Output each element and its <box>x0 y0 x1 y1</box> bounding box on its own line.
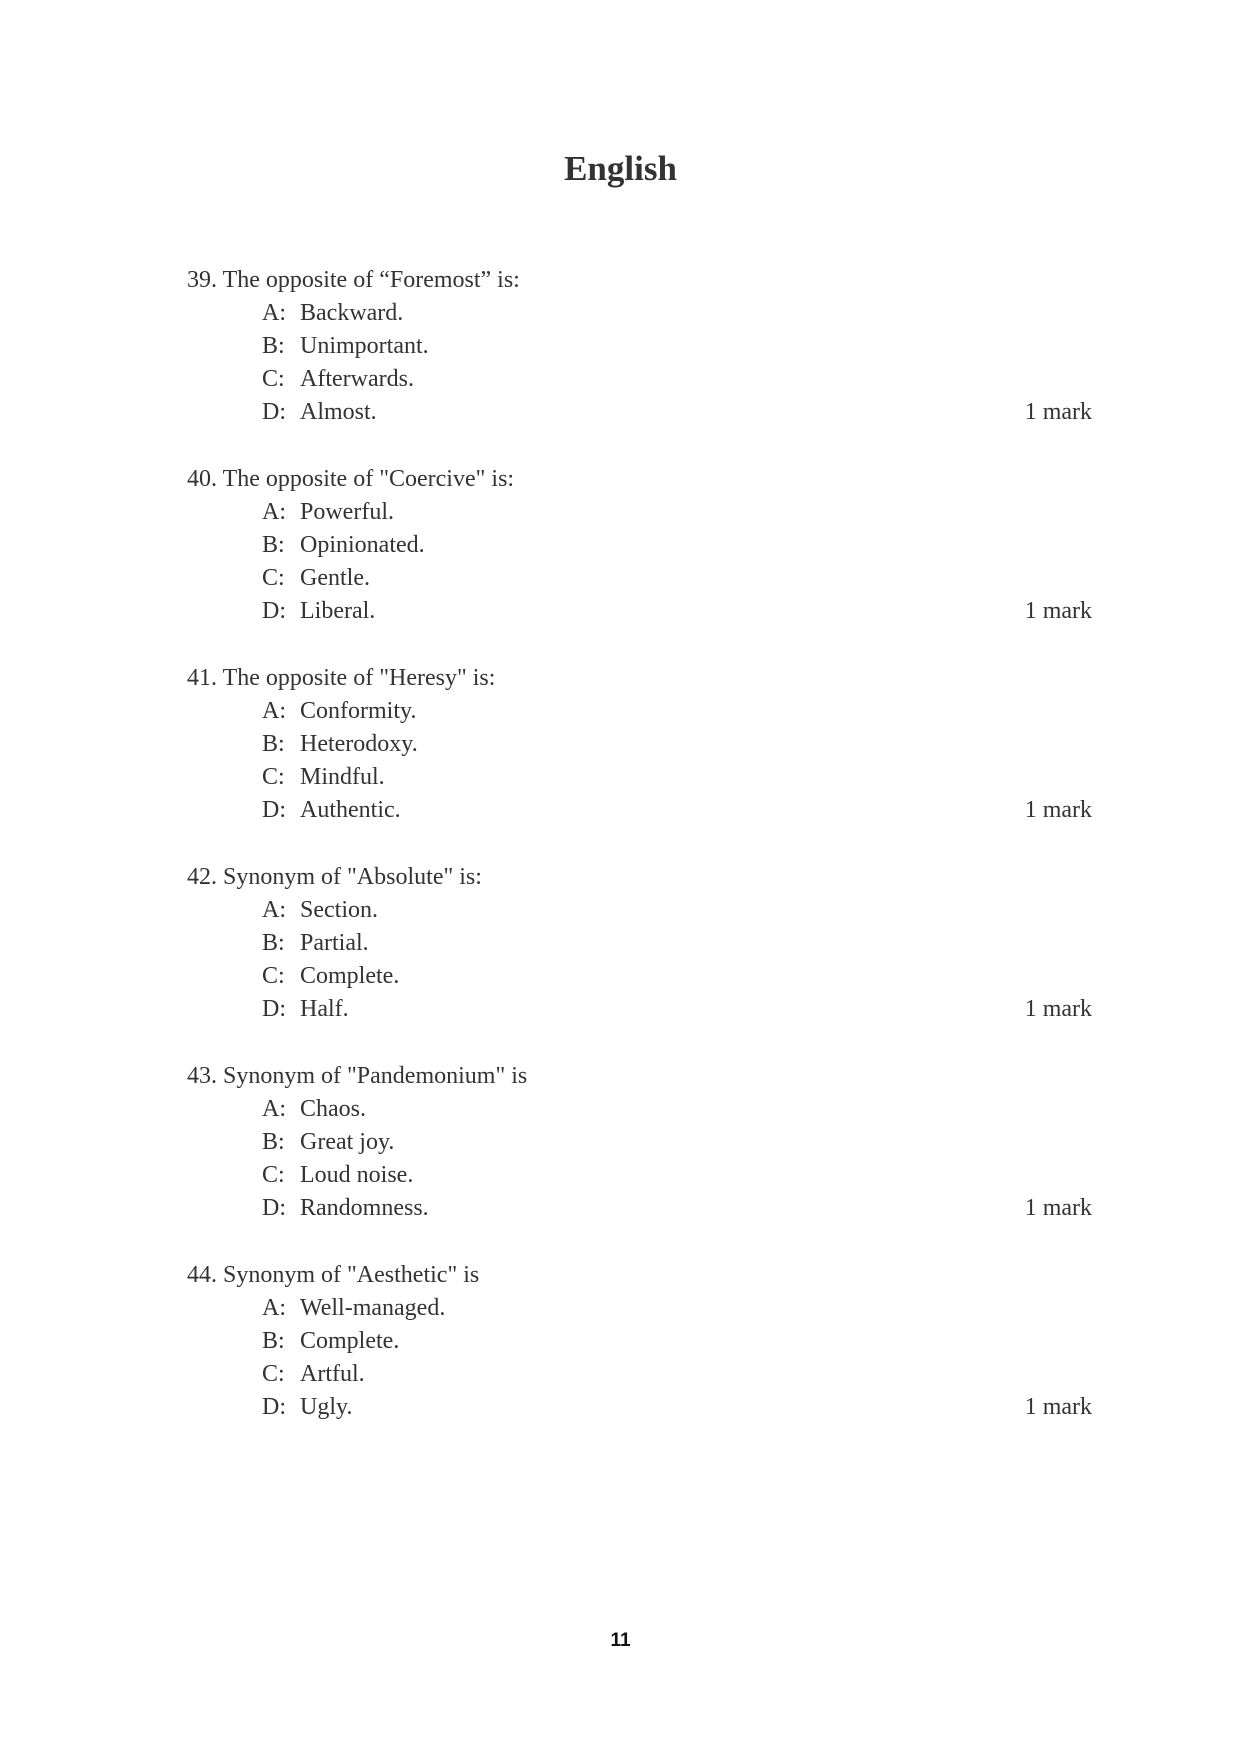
mark-label: 1 mark <box>1024 598 1092 624</box>
option-letter: A: <box>262 698 286 724</box>
question-43 <box>187 1060 1092 1225</box>
mark-label: 1 mark <box>1024 399 1092 425</box>
option-text: Well-managed. <box>300 1295 446 1321</box>
option-d <box>187 1192 1092 1225</box>
option-letter: D: <box>262 996 286 1022</box>
question-text: 41. The opposite of "Heresy" is: <box>187 665 496 691</box>
option-c <box>187 761 1092 794</box>
option-letter: B: <box>262 731 285 757</box>
question-41 <box>187 662 1092 827</box>
option-a <box>187 297 1092 330</box>
option-b <box>187 1126 1092 1159</box>
option-letter: C: <box>262 1361 285 1387</box>
option-text: Randomness. <box>300 1195 429 1221</box>
option-letter: B: <box>262 930 285 956</box>
option-letter: C: <box>262 764 285 790</box>
option-letter: B: <box>262 1328 285 1354</box>
option-text: Section. <box>300 897 378 923</box>
option-c <box>187 960 1092 993</box>
option-b <box>187 330 1092 363</box>
option-letter: D: <box>262 1394 286 1420</box>
option-text: Great joy. <box>300 1129 395 1155</box>
question-text: 39. The opposite of “Foremost” is: <box>187 267 520 293</box>
question-text: 43. Synonym of "Pandemonium" is <box>187 1063 528 1089</box>
question-39 <box>187 264 1092 429</box>
option-text: Afterwards. <box>300 366 414 392</box>
option-text: Opinionated. <box>300 532 425 558</box>
option-b <box>187 529 1092 562</box>
question-list <box>187 264 1092 1458</box>
option-b <box>187 728 1092 761</box>
option-text: Mindful. <box>300 764 385 790</box>
option-d <box>187 396 1092 429</box>
option-text: Loud noise. <box>300 1162 414 1188</box>
option-text: Artful. <box>300 1361 365 1387</box>
mark-label: 1 mark <box>1024 1394 1092 1420</box>
option-letter: D: <box>262 797 286 823</box>
option-letter: A: <box>262 499 286 525</box>
option-letter: A: <box>262 300 286 326</box>
option-d <box>187 1391 1092 1424</box>
option-letter: C: <box>262 565 285 591</box>
question-text: 40. The opposite of "Coercive" is: <box>187 466 515 492</box>
question-44 <box>187 1259 1092 1424</box>
option-text: Liberal. <box>300 598 376 624</box>
option-letter: C: <box>262 366 285 392</box>
option-text: Ugly. <box>300 1394 353 1420</box>
option-letter: A: <box>262 1096 286 1122</box>
option-c <box>187 1159 1092 1192</box>
mark-label: 1 mark <box>1024 797 1092 823</box>
option-a <box>187 695 1092 728</box>
page-title: English <box>564 149 677 188</box>
option-a <box>187 496 1092 529</box>
mark-label: 1 mark <box>1024 1195 1092 1221</box>
option-text: Authentic. <box>300 797 401 823</box>
option-text: Backward. <box>300 300 404 326</box>
option-letter: C: <box>262 1162 285 1188</box>
option-a <box>187 1292 1092 1325</box>
option-text: Chaos. <box>300 1096 366 1122</box>
option-a <box>187 894 1092 927</box>
question-42 <box>187 861 1092 1026</box>
option-letter: A: <box>262 897 286 923</box>
option-c <box>187 1358 1092 1391</box>
page-number: 11 <box>610 1630 631 1651</box>
option-a <box>187 1093 1092 1126</box>
option-text: Gentle. <box>300 565 370 591</box>
option-text: Heterodoxy. <box>300 731 418 757</box>
question-text: 42. Synonym of "Absolute" is: <box>187 864 482 890</box>
option-b <box>187 1325 1092 1358</box>
option-d <box>187 595 1092 628</box>
option-text: Powerful. <box>300 499 394 525</box>
option-text: Almost. <box>300 399 377 425</box>
option-text: Complete. <box>300 1328 400 1354</box>
option-text: Complete. <box>300 963 400 989</box>
option-text: Conformity. <box>300 698 417 724</box>
option-letter: A: <box>262 1295 286 1321</box>
option-letter: D: <box>262 1195 286 1221</box>
option-letter: B: <box>262 532 285 558</box>
option-c <box>187 363 1092 396</box>
option-d <box>187 993 1092 1026</box>
option-c <box>187 562 1092 595</box>
mark-label: 1 mark <box>1024 996 1092 1022</box>
option-letter: C: <box>262 963 285 989</box>
option-text: Unimportant. <box>300 333 429 359</box>
option-letter: B: <box>262 1129 285 1155</box>
question-text: 44. Synonym of "Aesthetic" is <box>187 1262 480 1288</box>
option-letter: D: <box>262 598 286 624</box>
option-text: Partial. <box>300 930 369 956</box>
option-letter: D: <box>262 399 286 425</box>
option-letter: B: <box>262 333 285 359</box>
option-b <box>187 927 1092 960</box>
option-text: Half. <box>300 996 349 1022</box>
option-d <box>187 794 1092 827</box>
question-40 <box>187 463 1092 628</box>
